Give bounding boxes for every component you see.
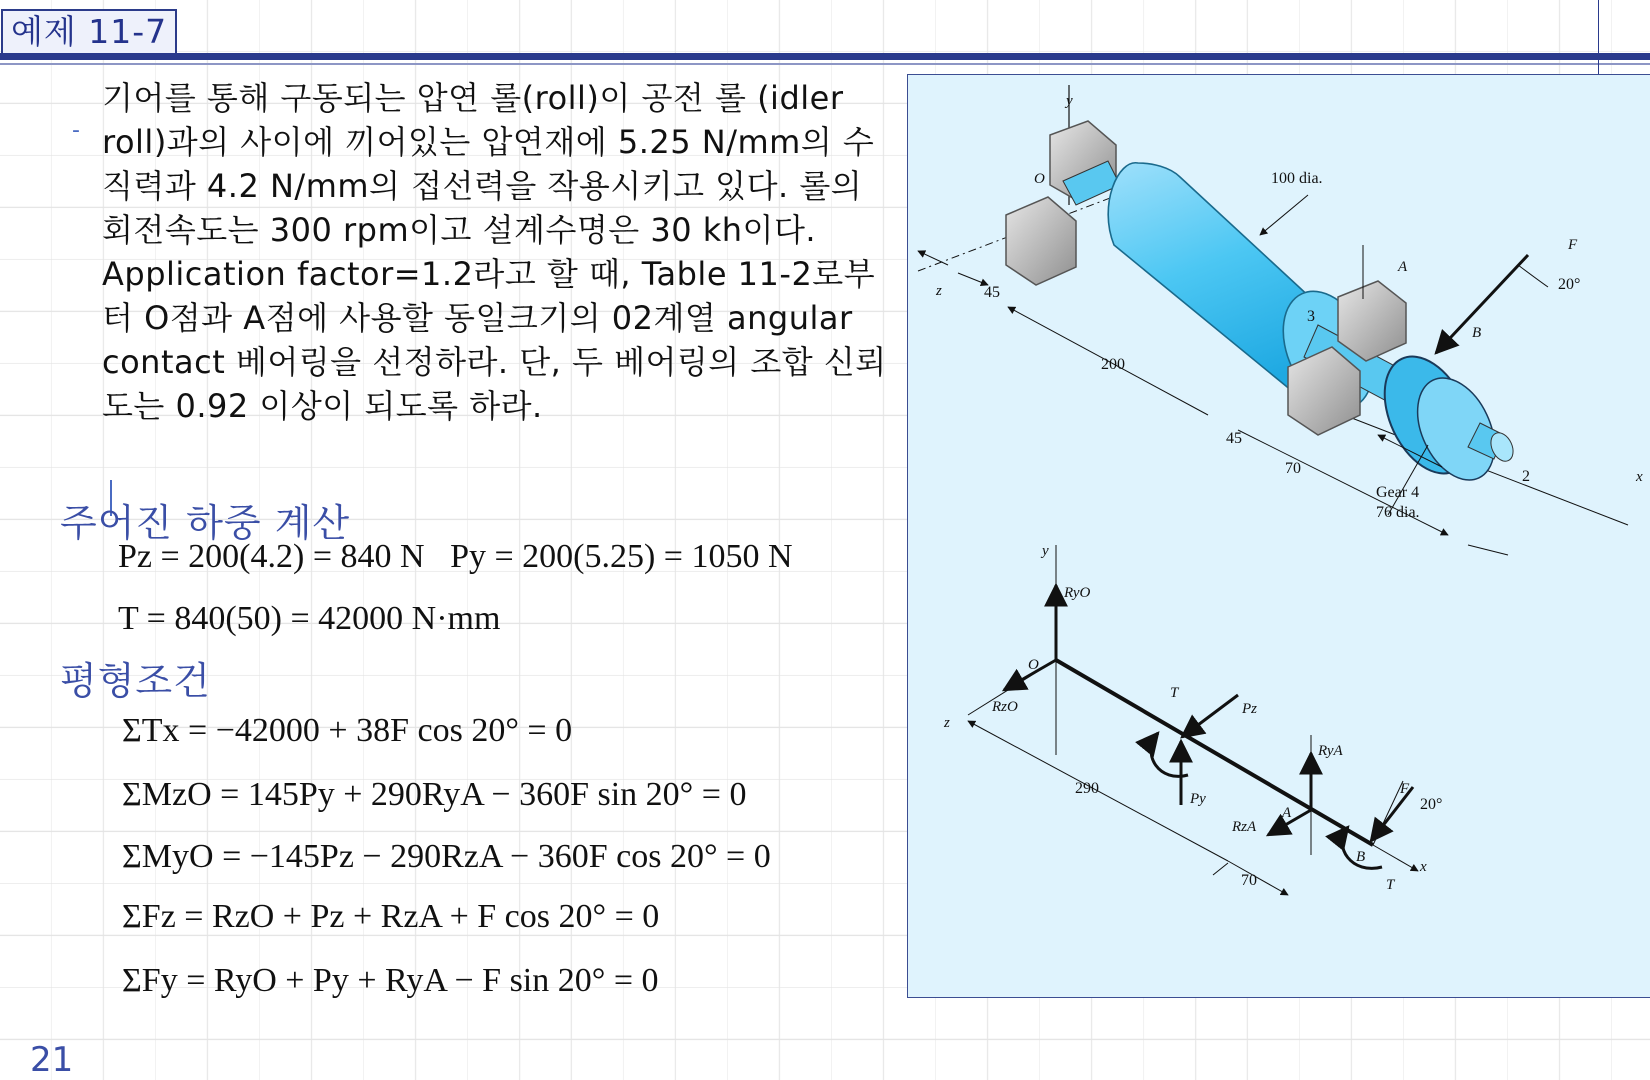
equation-sum-moment-y: ΣMyO = −145Pz − 290RzA − 360F cos 20° = 0 <box>122 838 771 875</box>
label-axis-z-top: z <box>936 283 942 299</box>
label-point-A: A <box>1398 259 1408 275</box>
label-RyA: RyA <box>1318 743 1343 759</box>
label-RzA: RzA <box>1232 819 1257 835</box>
label-dim-70-bottom: 70 <box>1241 872 1257 889</box>
equation-sum-force-z: ΣFz = RzO + Pz + RzA + F cos 20° = 0 <box>122 898 660 935</box>
label-axis-x-bottom: x <box>1420 859 1427 875</box>
label-angle-20-bottom: 20° <box>1420 796 1443 813</box>
page-number: 21 <box>30 1040 74 1080</box>
heading-load-calc: 주어진 하중 계산 <box>60 501 351 545</box>
label-axis-y-bottom: y <box>1042 543 1049 559</box>
right-edge-rule <box>1598 0 1599 75</box>
heading-equilibrium: 평형조건 <box>60 659 211 703</box>
label-dim-45-right: 45 <box>1226 430 1242 447</box>
label-T-end: T <box>1386 877 1395 893</box>
label-RyO: RyO <box>1064 585 1091 601</box>
label-T-mid: T <box>1170 685 1179 701</box>
title-rule-thin <box>0 63 1650 65</box>
equation-py: Py = 200(5.25) = 1050 N <box>450 538 793 575</box>
label-dim-70: 70 <box>1285 460 1301 477</box>
problem-statement: 기어를 통해 구동되는 압연 롤(roll)이 공전 롤 (idler roll)과의 사이에 끼어있는 압연재에 5.25 N/mm의 수직력과 4.2 N/mm의 접선력을 작용시키고 있다. 롤의 회전속도는 300 rpm이고 설계수명은 30 kh이다. Application factor=1.2라고 할 때, Table 11-2로부터 O점과 A점에 사용할 동일크기의 02계열 angular contact 베어링을 선정하라. 단, 두 베어링의 조합 신뢰도는 0.92 이상이 되도록 하라. <box>102 79 887 425</box>
label-axis-z-bottom: z <box>944 715 950 731</box>
label-O-bottom: O <box>1028 657 1039 673</box>
label-point-B: B <box>1472 325 1482 341</box>
label-point-O: O <box>1034 171 1045 187</box>
equation-pz-py <box>118 538 793 576</box>
label-part-2: 2 <box>1522 468 1530 485</box>
label-angle-20-top: 20° <box>1558 276 1581 293</box>
label-dim-45-left: 45 <box>984 284 1000 301</box>
equation-sum-moment-z: ΣMzO = 145Py + 290RyA − 360F sin 20° = 0 <box>122 776 747 813</box>
figure-panel <box>907 74 1650 998</box>
equation-sum-torque-x: ΣTx = −42000 + 38F cos 20° = 0 <box>122 712 573 749</box>
title-rule <box>0 53 1650 60</box>
label-A-bottom: A <box>1282 805 1292 821</box>
slide-title: 예제 11-7 <box>1 9 177 55</box>
equation-sum-force-y: ΣFy = RyO + Py + RyA − F sin 20° = 0 <box>122 962 659 999</box>
label-dim-200: 200 <box>1101 356 1125 373</box>
label-axis-y-top: y <box>1066 93 1073 109</box>
free-body-diagram <box>968 545 1418 895</box>
equation-pz: Pz = 200(4.2) = 840 N <box>118 538 425 575</box>
label-force-F: F <box>1568 237 1578 253</box>
label-dim-290: 290 <box>1075 780 1099 797</box>
equation-torque: T = 840(50) = 42000 N·mm <box>118 600 501 637</box>
label-B-bottom: B <box>1356 849 1366 865</box>
label-RzO: RzO <box>992 699 1018 715</box>
bullet-dash-icon: - <box>72 118 80 143</box>
label-F-bottom: F <box>1400 781 1410 797</box>
label-part-3: 3 <box>1307 308 1315 325</box>
label-Py: Py <box>1190 791 1206 807</box>
figure-svg <box>908 75 1650 998</box>
label-gear-4: Gear 4 <box>1376 484 1420 501</box>
label-100-dia: 100 dia. <box>1271 170 1323 187</box>
label-Pz: Pz <box>1242 701 1257 717</box>
label-gear-76-dia: 76 dia. <box>1376 504 1420 521</box>
label-axis-x-top: x <box>1636 469 1643 485</box>
